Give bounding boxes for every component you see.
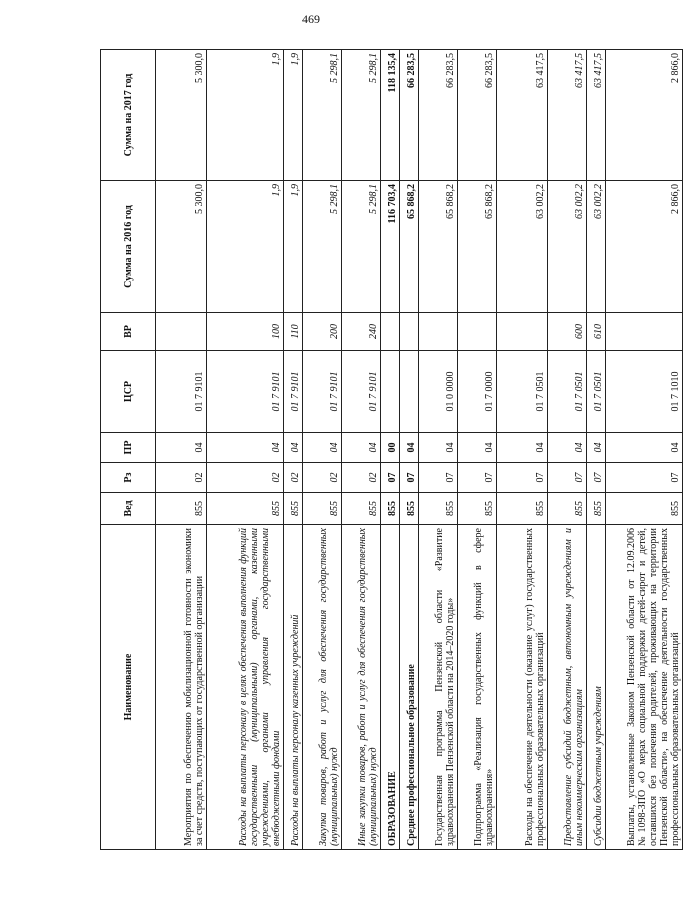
row-vr: 600 [548, 313, 587, 351]
table-row [342, 50, 381, 850]
row-ved: 855 [342, 493, 381, 525]
row-csr: 01 7 0000 [458, 351, 497, 433]
row-ved: 855 [497, 493, 548, 525]
row-ved: 855 [587, 493, 606, 525]
row-ved: 855 [458, 493, 497, 525]
row-csr: 01 0 0000 [419, 351, 458, 433]
row-rz: 07 [587, 463, 606, 493]
row-sum-2017: 5 298,1 [303, 50, 342, 181]
row-name: Закупка товаров, работ и услуг для обеспечения государственных (муниципальных) нужд [303, 525, 342, 850]
row-vr [156, 313, 207, 351]
header-name: Наименование [101, 525, 156, 850]
row-sum-2017: 118 135,4 [381, 50, 400, 181]
header-vr: ВР [101, 313, 156, 351]
row-name: Предоставление субсидий бюджетным, автономным учреждениям и иным некоммерческим организациям [548, 525, 587, 850]
row-name: Расходы на обеспечение деятельности (оказание услуг) государственных профессиональных образовательных организаций [497, 525, 548, 850]
row-vr: 100 [207, 313, 284, 351]
row-csr: 01 7 1010 [606, 351, 683, 433]
table-header-row [101, 50, 156, 850]
row-name: Расходы на выплаты персоналу в целях обеспечения выполнения функций государственными (муниципальными) органами, казенными учреждениями, органами управления государственными внебюджетными фондами [207, 525, 284, 850]
row-name: Субсидии бюджетным учреждениям [587, 525, 606, 850]
row-rz: 07 [497, 463, 548, 493]
table-row [381, 50, 400, 850]
row-sum-2016: 63 002,2 [587, 181, 606, 313]
row-ved: 855 [381, 493, 400, 525]
row-ved: 855 [419, 493, 458, 525]
row-pr: 04 [207, 433, 284, 463]
header-pr: ПР [101, 433, 156, 463]
row-sum-2016: 65 868,2 [458, 181, 497, 313]
row-vr [419, 313, 458, 351]
table-row [587, 50, 606, 850]
row-csr: 01 7 0501 [548, 351, 587, 433]
row-vr [381, 313, 400, 351]
table-row [284, 50, 303, 850]
row-name: ОБРАЗОВАНИЕ [381, 525, 400, 850]
row-sum-2017: 63 417,5 [497, 50, 548, 181]
row-pr: 04 [458, 433, 497, 463]
row-sum-2017: 1,9 [207, 50, 284, 181]
row-name: Государственная программа Пензенской области «Развитие здравоохранения Пензенской области на 2014–2020 годы» [419, 525, 458, 850]
row-csr: 01 7 9101 [303, 351, 342, 433]
row-sum-2016: 5 298,1 [342, 181, 381, 313]
row-sum-2016: 1,9 [284, 181, 303, 313]
row-ved: 855 [303, 493, 342, 525]
table-row [207, 50, 284, 850]
row-name: Выплаты, установленные Законом Пензенской области от 12.09.2006 №1098-ЗПО «О мерах социальной поддержки детей-сирот и детей, оставшихся без попечения родителей, проживающих на территории Пензенской области», на обеспечение деятельности государственных профессиональных образовательных организаций [606, 525, 683, 850]
row-csr: 01 7 9101 [342, 351, 381, 433]
row-vr [606, 313, 683, 351]
header-sum-2016: Сумма на 2016 год [101, 181, 156, 313]
row-ved: 855 [207, 493, 284, 525]
row-sum-2016: 65 868,2 [400, 181, 419, 313]
row-sum-2016: 63 002,2 [548, 181, 587, 313]
row-pr: 04 [303, 433, 342, 463]
row-pr: 04 [284, 433, 303, 463]
row-sum-2016: 1,9 [207, 181, 284, 313]
row-rz: 07 [419, 463, 458, 493]
row-rz: 07 [458, 463, 497, 493]
row-sum-2016: 65 868,2 [419, 181, 458, 313]
row-rz: 02 [156, 463, 207, 493]
row-name: Расходы на выплаты персоналу казенных учреждений [284, 525, 303, 850]
row-sum-2017: 63 417,5 [587, 50, 606, 181]
row-ved: 855 [400, 493, 419, 525]
row-sum-2016: 2 866,0 [606, 181, 683, 313]
row-csr [381, 351, 400, 433]
row-rz: 07 [381, 463, 400, 493]
row-name: Подпрограмма «Реализация государственных функций в сфере здравоохранения» [458, 525, 497, 850]
row-pr: 04 [606, 433, 683, 463]
row-vr: 110 [284, 313, 303, 351]
row-sum-2017: 66 283,5 [400, 50, 419, 181]
row-sum-2016: 116 703,4 [381, 181, 400, 313]
row-rz: 02 [207, 463, 284, 493]
table-row [303, 50, 342, 850]
row-pr: 04 [419, 433, 458, 463]
row-rz: 07 [606, 463, 683, 493]
page-number: 469 [302, 12, 320, 26]
header-csr: ЦСР [101, 351, 156, 433]
row-ved: 855 [606, 493, 683, 525]
row-pr: 00 [381, 433, 400, 463]
table-row [156, 50, 207, 850]
row-csr: 01 7 9101 [284, 351, 303, 433]
row-vr: 610 [587, 313, 606, 351]
row-csr: 01 7 0501 [497, 351, 548, 433]
row-csr [400, 351, 419, 433]
row-pr: 04 [587, 433, 606, 463]
row-name: Мероприятия по обеспечению мобилизационной готовности экономики за счет средств, поступающих от государственной организации [156, 525, 207, 850]
row-pr: 04 [156, 433, 207, 463]
row-sum-2016: 63 002,2 [497, 181, 548, 313]
row-sum-2017: 5 300,0 [156, 50, 207, 181]
row-sum-2017: 66 283,5 [419, 50, 458, 181]
row-vr: 240 [342, 313, 381, 351]
row-sum-2017: 2 866,0 [606, 50, 683, 181]
row-sum-2017: 63 417,5 [548, 50, 587, 181]
row-ved: 855 [156, 493, 207, 525]
row-rz: 02 [342, 463, 381, 493]
row-sum-2017: 5 298,1 [342, 50, 381, 181]
row-pr: 04 [342, 433, 381, 463]
header-ved: Вед [101, 493, 156, 525]
header-rz: Рз [101, 463, 156, 493]
row-sum-2017: 1,9 [284, 50, 303, 181]
row-rz: 02 [284, 463, 303, 493]
rotated-table-wrapper [100, 50, 681, 850]
row-vr [458, 313, 497, 351]
row-ved: 855 [548, 493, 587, 525]
row-rz: 07 [548, 463, 587, 493]
row-pr: 04 [497, 433, 548, 463]
row-rz: 02 [303, 463, 342, 493]
table-row [400, 50, 419, 850]
row-pr: 04 [548, 433, 587, 463]
row-csr: 01 7 9101 [156, 351, 207, 433]
table-row [458, 50, 497, 850]
row-name: Среднее профессиональное образование [400, 525, 419, 850]
table-row [548, 50, 587, 850]
row-sum-2016: 5 300,0 [156, 181, 207, 313]
row-csr: 01 7 0501 [587, 351, 606, 433]
header-sum-2017: Сумма на 2017 год [101, 50, 156, 181]
row-vr: 200 [303, 313, 342, 351]
row-sum-2016: 5 298,1 [303, 181, 342, 313]
row-sum-2017: 66 283,5 [458, 50, 497, 181]
table-row [419, 50, 458, 850]
row-pr: 04 [400, 433, 419, 463]
table-row [497, 50, 548, 850]
row-ved: 855 [284, 493, 303, 525]
row-vr [400, 313, 419, 351]
table-row [606, 50, 683, 850]
budget-table [100, 49, 683, 850]
row-csr: 01 7 9101 [207, 351, 284, 433]
row-name: Иные закупки товаров, работ и услуг для обеспечения государственных (муниципальных) нужд [342, 525, 381, 850]
row-rz: 07 [400, 463, 419, 493]
row-vr [497, 313, 548, 351]
